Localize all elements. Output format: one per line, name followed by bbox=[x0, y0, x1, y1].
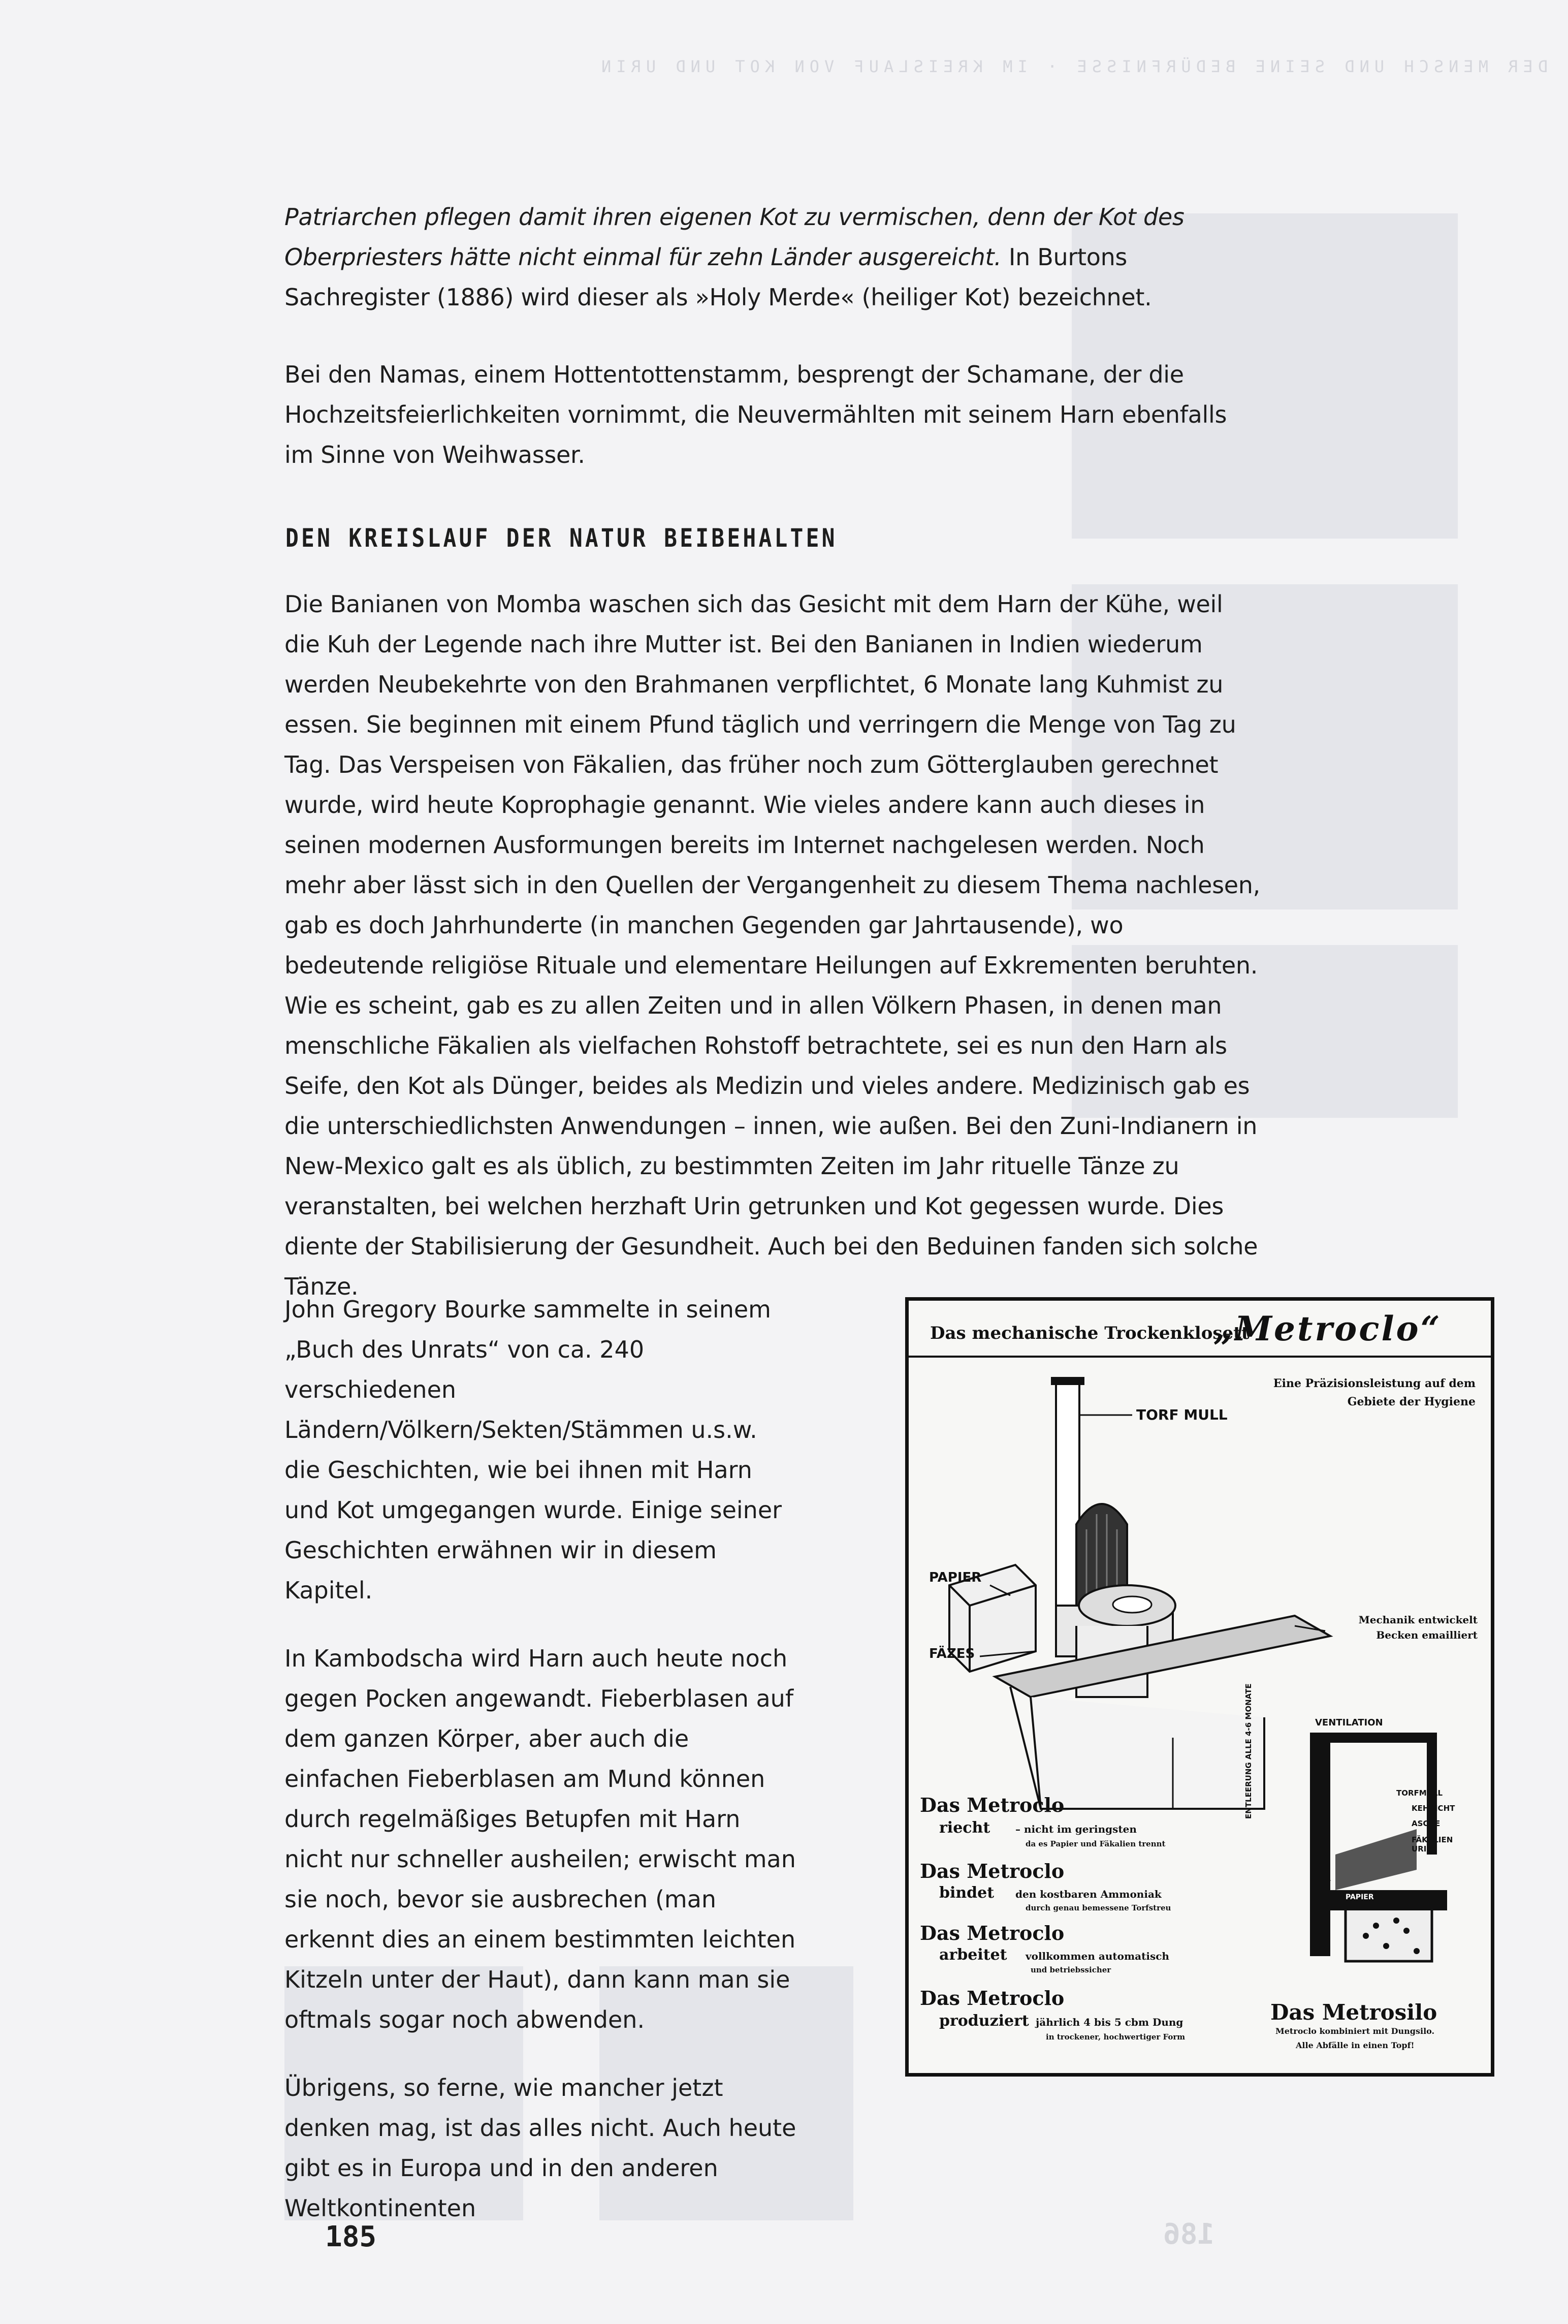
label-ventilation: VENTILATION bbox=[1315, 1717, 1383, 1728]
metroclo-advertisement bbox=[905, 1297, 1494, 2077]
paragraph-uebrigens: Übrigens, so ferne, wie mancher jetzt denken mag, ist das alles nicht. Auch heute gibt es in Europa und in den anderen Weltkontinenten bbox=[284, 2074, 796, 2222]
metrosilo-line-1: Metroclo kombiniert mit Dungsilo. bbox=[1275, 2026, 1435, 2036]
claim-text: – nicht im geringsten bbox=[1015, 1823, 1137, 1835]
ad-header-left: Das mechanische Trockenklosett bbox=[930, 1323, 1250, 1343]
intro-text: In Burtons Sachregister (1886) wird dieser als »Holy Merde« (heiliger Kot) bezeichnet. bbox=[284, 243, 1152, 311]
ad-header-brand: „Metroclo“ bbox=[1213, 1309, 1442, 1348]
ghost-page-number: 186 bbox=[1163, 2218, 1215, 2251]
namas-text: Bei den Namas, einem Hottentottenstamm, besprengt der Schamane, der die Hochzeitsfeierlichkeiten vornimmt, die Neuvermählten mit seinem Harn ebenfalls im Sinne von Weihwasser. bbox=[284, 361, 1227, 468]
ad-tagline-2: Gebiete der Hygiene bbox=[1347, 1395, 1476, 1408]
claim-verb: bindet bbox=[939, 1884, 995, 1902]
paragraph-namas bbox=[284, 355, 1262, 475]
claim-brand: Das Metroclo bbox=[920, 1860, 1065, 1882]
section-heading: DEN KREISLAUF DER NATUR BEIBEHALTEN bbox=[285, 523, 838, 553]
paragraph-kambodscha: In Kambodscha wird Harn auch heute noch gegen Pocken angewandt. Fieberblasen auf dem ganzen Körper, aber auch die einfachen Fieberblasen am Mund können durch regelmäßiges Betupfen mit Harn nicht nur schneller ausheilen; erwischt man sie noch, bevor sie ausbrechen (man erkennt dies an einem bestimmten leichten Kitzeln unter der Haut), dann kann man sie oftmals sogar noch abwenden. bbox=[284, 1645, 796, 2033]
claim-sub: durch genau bemessene Torfstreu bbox=[1026, 1903, 1171, 1912]
claim-sub: da es Papier und Fäkalien trennt bbox=[1026, 1839, 1166, 1848]
metrosilo-title: Das Metrosilo bbox=[1270, 2000, 1437, 2025]
label-asche: ASCHE bbox=[1412, 1819, 1441, 1828]
label-entleerung: ENTLEERUNG ALLE 4-6 MONATE bbox=[1244, 1683, 1253, 1819]
paragraph-intro bbox=[284, 197, 1262, 318]
claim-text: den kostbaren Ammoniak bbox=[1015, 1888, 1162, 1900]
label-torfmull-2: TORFMULL bbox=[1396, 1788, 1443, 1798]
label-torfmull: TORF MULL bbox=[1136, 1406, 1228, 1423]
label-kehricht: KEHRICHT bbox=[1412, 1804, 1455, 1813]
main-text: Die Banianen von Momba waschen sich das Gesicht mit dem Harn der Kühe, weil die Kuh der Legende nach ihre Mutter ist. Bei den Banianen in Indien wiederum werden Neubekehrte von den Brahmanen verpflichtet, 6 Monate lang Kuhmist zu essen. Sie beginnen mit einem Pfund täglich und verringern die Menge von Tag zu Tag. Das Verspeisen von Fäkalien, das früher noch zum Götterglauben gerechnet wurde, wird heute Koprophagie genannt. Wie vieles andere kann auch dieses in seinen modernen Ausformungen bereits im Internet nachgelesen werden. Noch mehr aber lässt sich in den Quellen der Vergangenheit zu diesem Thema nachlesen, gab es doch Jahrhunderte (in manchen Gegenden gar Jahrtausende), wo bedeutende religiöse Rituale und elementare Heilungen auf Exkrementen beruhten. Wie es scheint, gab es zu allen Zeiten und in allen Völkern Phasen, in denen man menschliche Fäkalien als vielfachen Rohstoff betrachtete, sei es nun den Harn als Seife, den Kot als Dünger, beides als Medizin und vieles andere. Medizinisch gab es die unterschiedlichsten Anwendungen – innen, wie außen. Bei den Zuni-Indianern in New-Mexico galt es als üblich, zu bestimmten Zeiten im Jahr rituelle Tänze zu veranstalten, bei welchen herzhaft Urin getrunken und Kot gegessen wurde. Dies diente der Stabilisierung der Gesundheit. Auch bei den Beduinen fanden sich solche Tänze. bbox=[284, 590, 1260, 1300]
label-faekalien: FÄKALIEN URIN bbox=[1412, 1835, 1453, 1854]
claim-sub: und betriebssicher bbox=[1031, 1965, 1111, 1974]
paragraph-bourke: John Gregory Bourke sammelte in seinem „Buch des Unrats“ von ca. 240 verschiedenen Ländern/Völkern/Sekten/Stämmen u.s.w. die Geschichten, wie bei ihnen mit Harn und Kot umgegangen wurde. Einige seiner Geschichten erwähnen wir in diesem Kapitel. bbox=[284, 1296, 782, 1604]
ad-tagline-1: Eine Präzisionsleistung auf dem bbox=[1273, 1377, 1476, 1390]
claim-text: vollkommen automatisch bbox=[1026, 1950, 1169, 1962]
ad-mechanik-1: Mechanik entwickelt bbox=[1358, 1614, 1478, 1626]
claim-brand: Das Metroclo bbox=[920, 1794, 1065, 1816]
claim-sub: in trockener, hochwertiger Form bbox=[1046, 2032, 1186, 2042]
running-head-show-through: DER MENSCH UND SEINE BEDÜRFNISSE · IM KREISLAUF VON KOT UND URIN bbox=[596, 57, 1548, 76]
label-faezes: FÄZES bbox=[929, 1646, 975, 1661]
label-papier: PAPIER bbox=[929, 1570, 982, 1585]
label-papier-2: PAPIER bbox=[1346, 1893, 1374, 1901]
claim-verb: riecht bbox=[939, 1819, 990, 1837]
claim-verb: arbeitet bbox=[939, 1946, 1007, 1964]
left-column bbox=[284, 1290, 797, 2256]
claim-brand: Das Metroclo bbox=[920, 1987, 1065, 2009]
claim-text: jährlich 4 bis 5 cbm Dung bbox=[1036, 2016, 1183, 2028]
page-number: 185 bbox=[325, 2220, 377, 2253]
claim-brand: Das Metroclo bbox=[920, 1922, 1065, 1944]
claim-verb: produziert bbox=[939, 2012, 1029, 2030]
intro-italic-text: Patriarchen pflegen damit ihren eigenen Kot zu vermischen, denn der Kot des Oberpriesters hätte nicht einmal für zehn Länder ausgereicht. bbox=[284, 203, 1185, 271]
ad-mechanik-2: Becken emailliert bbox=[1376, 1629, 1478, 1641]
paragraph-main bbox=[284, 584, 1262, 1307]
metrosilo-line-2: Alle Abfälle in einen Topf! bbox=[1296, 2040, 1415, 2050]
